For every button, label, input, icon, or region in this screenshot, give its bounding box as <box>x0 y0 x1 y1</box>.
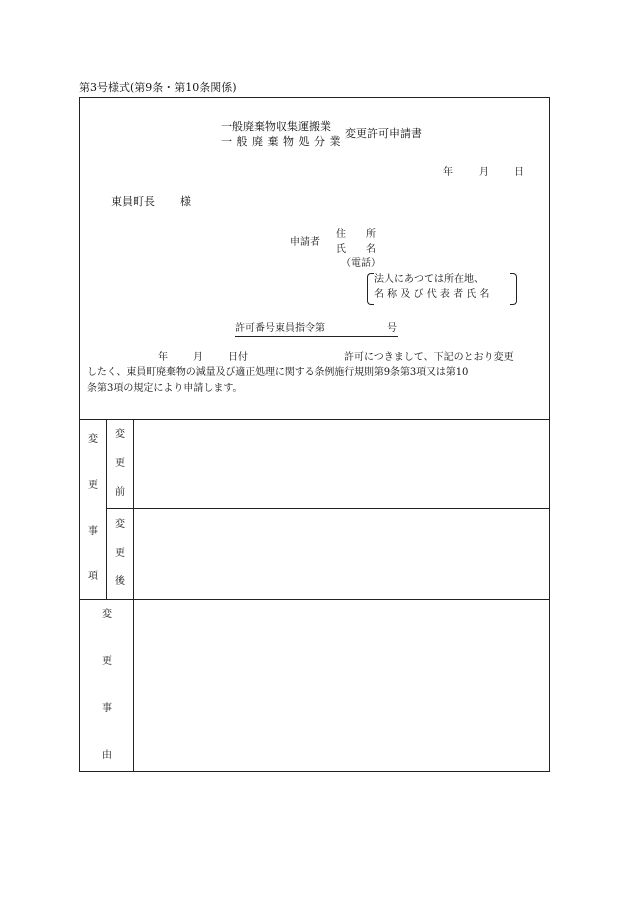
change-items-char-3: 事 <box>88 526 98 537</box>
before-char-3: 前 <box>115 487 125 498</box>
body-month: 月 <box>193 352 203 363</box>
before-char-2: 更 <box>115 458 125 469</box>
before-content-cell[interactable] <box>134 420 549 508</box>
right-bracket <box>510 273 517 305</box>
permit-number-underline <box>235 336 398 337</box>
left-bracket <box>367 273 374 305</box>
title-line1: 一般廃棄物収集運搬業 <box>221 120 331 133</box>
body-line1-rest: 許可につきまして、下記のとおり変更 <box>344 352 514 363</box>
before-char-1: 変 <box>115 429 125 440</box>
reason-char-4: 由 <box>102 750 112 761</box>
reason-char-2: 更 <box>102 656 112 667</box>
date-month: 月 <box>479 167 489 178</box>
reason-char-3: 事 <box>102 703 112 714</box>
applicant-phone-label: （電話） <box>341 258 381 269</box>
date-day: 日 <box>514 167 524 178</box>
title-suffix: 変更許可申請書 <box>345 127 422 140</box>
body-line3: 条第3項の規定により申請します。 <box>87 383 243 394</box>
permit-number-suffix: 号 <box>387 323 397 334</box>
corp-note-line2: 名 称 及 び 代 表 者 氏 名 <box>374 289 490 300</box>
date-year: 年 <box>443 167 453 178</box>
change-items-char-4: 項 <box>88 571 98 582</box>
reason-char-1: 変 <box>102 609 112 620</box>
body-year: 年 <box>158 352 168 363</box>
body-day: 日付 <box>228 352 248 363</box>
addressee-honorific: 様 <box>180 195 191 208</box>
addressee-name: 東員町長 <box>111 195 155 208</box>
applicant-address-label: 住 所 <box>336 229 376 240</box>
application-form <box>79 97 550 772</box>
after-char-2: 更 <box>115 548 125 559</box>
change-items-char-1: 変 <box>88 434 98 445</box>
form-number-label: 第3号様式(第9条・第10条関係) <box>79 81 237 94</box>
body-line2: したく、東員町廃棄物の減量及び適正処理に関する条例施行規則第9条第3項又は第10 <box>87 367 469 378</box>
title-line2: 一 般 廃 棄 物 処 分 業 <box>221 135 341 148</box>
change-items-char-2: 更 <box>88 480 98 491</box>
after-char-3: 後 <box>115 576 125 587</box>
reason-content-cell[interactable] <box>134 600 549 771</box>
permit-number-prefix: 許可番号東員指令第 <box>235 323 325 334</box>
after-char-1: 変 <box>115 519 125 530</box>
after-content-cell[interactable] <box>134 509 549 599</box>
applicant-name-label: 氏 名 <box>336 244 376 255</box>
corp-note-line1: 法人にあつては所在地、 <box>374 274 484 285</box>
items-column-divider <box>106 419 107 599</box>
applicant-label: 申請者 <box>290 237 320 248</box>
